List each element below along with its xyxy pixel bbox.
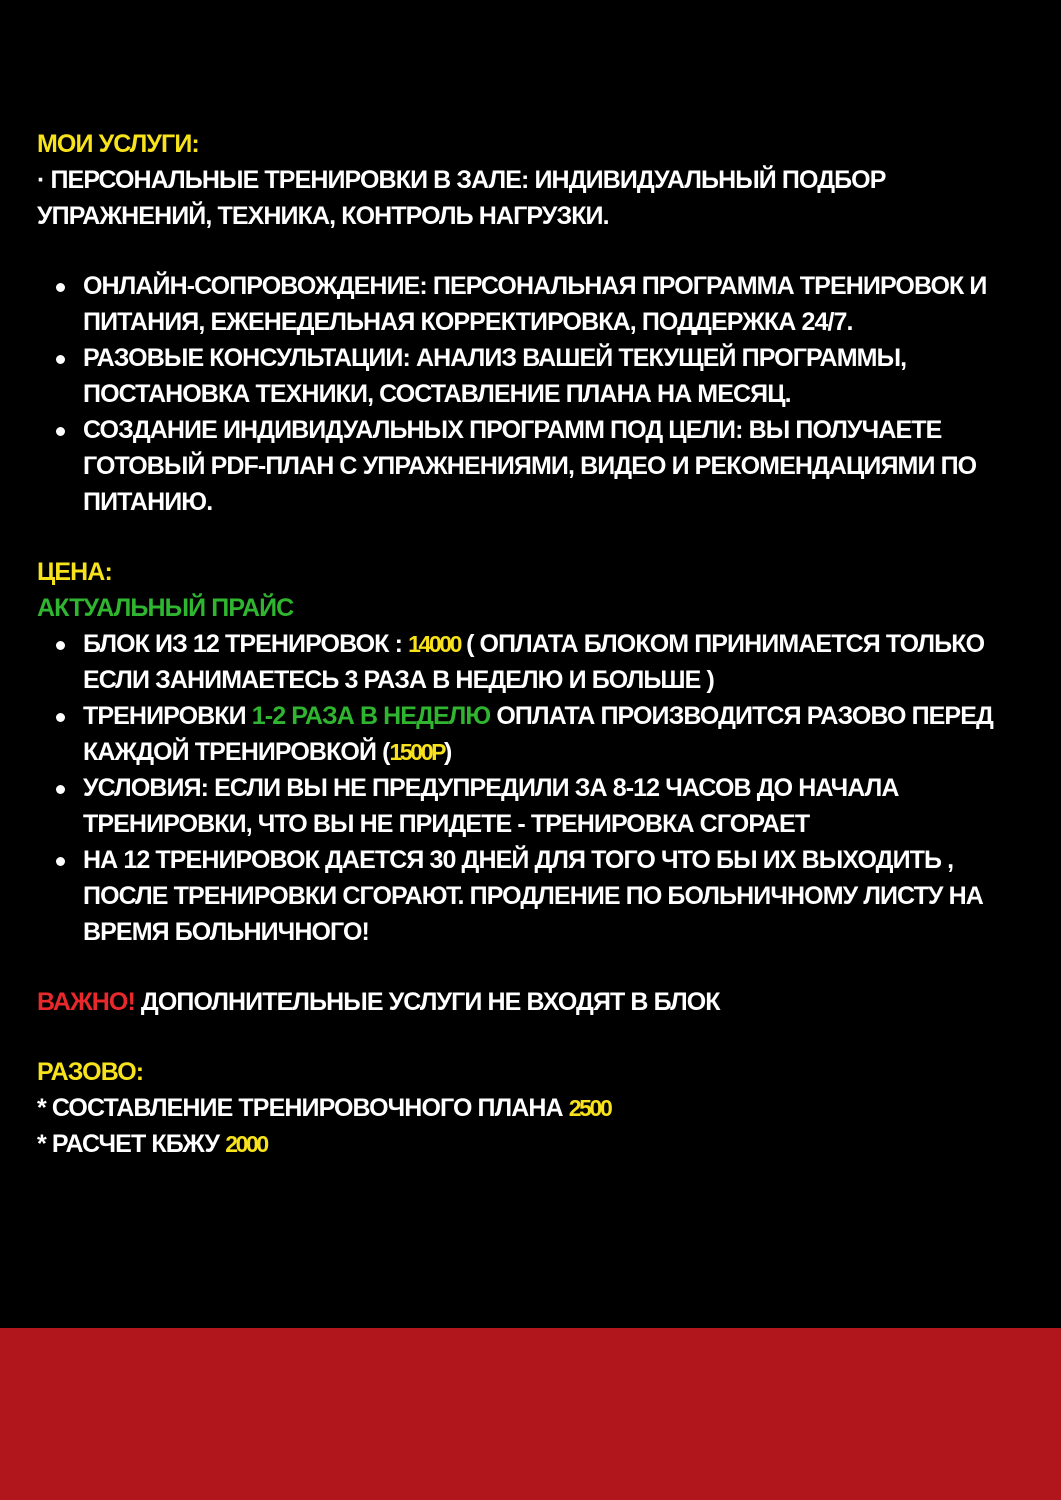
list-item bbox=[83, 770, 1027, 842]
oneoff-item bbox=[37, 1090, 1027, 1126]
price-heading: ЦЕНА: bbox=[37, 558, 112, 586]
notice bbox=[37, 984, 1027, 1020]
service-item-consult: РАЗОВЫЕ КОНСУЛЬТАЦИИ: АНАЛИЗ ВАШЕЙ ТЕКУЩЕЙ ПРОГРАММЫ, ПОСТАНОВКА ТЕХНИКИ, СОСТАВЛЕНИЕ ПЛАНА НА МЕСЯЦ. bbox=[83, 344, 907, 408]
notice-text: ДОПОЛНИТЕЛЬНЫЕ УСЛУГИ НЕ ВХОДЯТ В БЛОК bbox=[134, 988, 720, 1016]
bullet-icon bbox=[56, 785, 65, 794]
conditions-text: УСЛОВИЯ: ЕСЛИ ВЫ НЕ ПРЕДУПРЕДИЛИ ЗА 8-12 ЧАСОВ ДО НАЧАЛА ТРЕНИРОВКИ, ЧТО ВЫ НЕ ПРИДЕТЕ - ТРЕНИРОВКА СГОРАЕТ bbox=[83, 774, 899, 838]
services-list bbox=[37, 268, 1027, 520]
oneoff-heading: РАЗОВО: bbox=[37, 1058, 144, 1086]
service-item-programs: СОЗДАНИЕ ИНДИВИДУАЛЬНЫХ ПРОГРАММ ПОД ЦЕЛИ: ВЫ ПОЛУЧАЕТЕ ГОТОВЫЙ PDF-ПЛАН С УПРАЖНЕНИЯМИ, ВИДЕО И РЕКОМЕНДАЦИЯМИ ПО ПИТАНИЮ. bbox=[83, 416, 977, 516]
oneoff-item bbox=[37, 1126, 1027, 1162]
bullet-icon bbox=[56, 713, 65, 722]
single-text-after: ) bbox=[444, 738, 452, 766]
spacer bbox=[37, 520, 1027, 554]
single-text-middle: ОПЛАТА ПРОИЗВОДИТСЯ РАЗОВО ПЕРЕД КАЖДОЙ ТРЕНИРОВКОЙ ( bbox=[83, 702, 993, 766]
price-list-document bbox=[37, 126, 1027, 1162]
spacer bbox=[37, 950, 1027, 984]
single-text-before: ТРЕНИРОВКИ bbox=[83, 702, 252, 730]
list-item bbox=[83, 698, 1027, 770]
list-item bbox=[83, 842, 1027, 950]
price-subheading: АКТУАЛЬНЫЙ ПРАЙС bbox=[37, 594, 294, 622]
oneoff-item-price: 2500 bbox=[568, 1095, 611, 1121]
oneoff-item-label: * СОСТАВЛЕНИЕ ТРЕНИРОВОЧНОГО ПЛАНА bbox=[37, 1094, 569, 1122]
validity-text: НА 12 ТРЕНИРОВОК ДАЕТСЯ 30 ДНЕЙ ДЛЯ ТОГО ЧТО БЫ ИХ ВЫХОДИТЬ , ПОСЛЕ ТРЕНИРОВКИ СГОРАЮТ. ПРОДЛЕНИЕ ПО БОЛЬНИЧНОМУ ЛИСТУ НА ВРЕМЯ БОЛЬНИЧНОГО! bbox=[83, 846, 983, 946]
oneoff-item-price: 2000 bbox=[225, 1131, 267, 1157]
service-item-online: ОНЛАЙН-СОПРОВОЖДЕНИЕ: ПЕРСОНАЛЬНАЯ ПРОГРАММА ТРЕНИРОВОК И ПИТАНИЯ, ЕЖЕНЕДЕЛЬНАЯ КОРРЕКТИРОВКА, ПОДДЕРЖКА 24/7. bbox=[83, 272, 987, 336]
bullet-icon bbox=[56, 427, 65, 436]
list-item bbox=[83, 412, 1027, 520]
single-frequency: 1-2 РАЗА В НЕДЕЛЮ bbox=[251, 702, 491, 730]
block-text-after: ( ОПЛАТА БЛОКОМ ПРИНИМАЕТСЯ ТОЛЬКО ЕСЛИ ЗАНИМАЕТЕСЬ 3 РАЗА В НЕДЕЛЮ И БОЛЬШЕ ) bbox=[83, 630, 985, 694]
block-text-before: БЛОК ИЗ 12 ТРЕНИРОВОК : bbox=[83, 630, 409, 658]
bullet-icon bbox=[56, 857, 65, 866]
bullet-icon bbox=[56, 641, 65, 650]
oneoff-item-label: * РАСЧЕТ КБЖУ bbox=[37, 1130, 226, 1158]
bullet-icon bbox=[56, 355, 65, 364]
list-item bbox=[83, 268, 1027, 340]
bullet-icon bbox=[56, 283, 65, 292]
footer-band bbox=[0, 1328, 1061, 1500]
services-intro: · ПЕРСОНАЛЬНЫЕ ТРЕНИРОВКИ В ЗАЛЕ: ИНДИВИДУАЛЬНЫЙ ПОДБОР УПРАЖНЕНИЙ, ТЕХНИКА, КОНТРОЛЬ НАГРУЗКИ. bbox=[37, 166, 886, 230]
single-price: 1500Р bbox=[389, 739, 445, 765]
notice-label: ВАЖНО! bbox=[37, 988, 135, 1016]
list-item bbox=[83, 340, 1027, 412]
price-list bbox=[37, 626, 1027, 950]
services-heading: МОИ УСЛУГИ: bbox=[37, 130, 199, 158]
spacer bbox=[37, 234, 1027, 268]
list-item bbox=[83, 626, 1027, 698]
spacer bbox=[37, 1020, 1027, 1054]
block-price: 14000 bbox=[408, 631, 461, 657]
